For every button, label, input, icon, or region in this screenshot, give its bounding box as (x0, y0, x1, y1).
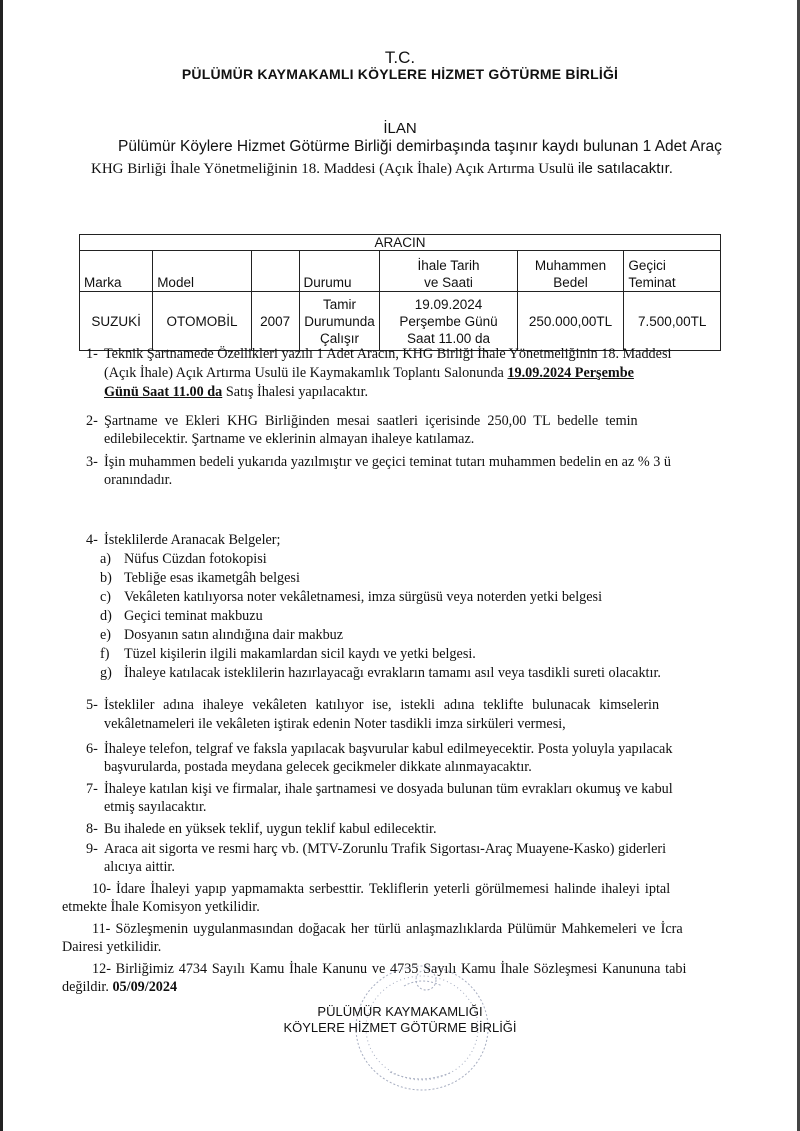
col-header-ihale-2: ve Saati (424, 275, 473, 290)
table-row (80, 292, 721, 351)
sub-text: İhaleye katılacak isteklilerin hazırlayacağı evrakların tamamı asıl veya tasdikli sureti olacaktır. (124, 665, 661, 681)
col-header-teminat-1: Geçici (628, 258, 666, 273)
item-4-number: 4- (86, 532, 98, 548)
item-6-line2: başvurularda, postada meydana gelecek gecikmeler dikkate alınmayacaktır. (104, 759, 532, 775)
list-item (0, 454, 800, 532)
item-7-line2: etmiş sayılacaktır. (104, 799, 207, 815)
signature-line1: PÜLÜMÜR KAYMAKAMLIĞI (317, 1004, 483, 1019)
cell-ihale-1: 19.09.2024 (414, 296, 483, 312)
item-2-line2: edilebilecektir. Şartname ve eklerinin almayan ihaleye katılamaz. (104, 431, 475, 447)
cell-durumu-1: Tamir (322, 296, 356, 312)
col-header-marka: Marka (80, 251, 153, 292)
col-header-durumu: Durumu (299, 251, 380, 292)
ilan-intro-line2a: KHG Birliği İhale Yönetmeliğinin 18. Maddesi (Açık İhale) Açık Artırma Usulü (91, 161, 578, 177)
item-9-number: 9- (86, 841, 98, 857)
cell-durumu (299, 292, 380, 351)
item-7-line1: İhaleye katılan kişi ve firmalar, ihale şartnamesi ve dosyada bulunan tüm evrakları okumuş ve kabul (104, 781, 673, 797)
item-1-line2a: (Açık İhale) Açık Artırma Usulü ile Kaymakamlık Toplantı Salonunda (104, 365, 508, 381)
cell-ihale-3: Saat 11.00 da (406, 330, 491, 346)
col-header-ihale-1: İhale Tarih (417, 258, 480, 273)
ilan-title: İLAN (383, 120, 417, 137)
ilan-body (0, 346, 800, 1001)
item-9-line2: alıcıya aittir. (104, 859, 175, 875)
cell-ihale (380, 292, 517, 351)
item-1-date: 19.09.2024 Perşembe (507, 365, 634, 381)
item-12-line2 (62, 979, 177, 996)
item-3-number: 3- (86, 454, 98, 470)
sub-text: Tebliğe esas ikametgâh belgesi (124, 570, 300, 586)
col-header-bedel-2: Bedel (553, 275, 588, 290)
cell-teminat: 7.500,00TL (624, 292, 721, 351)
sub-label: d) (100, 608, 112, 624)
col-header-yil (251, 251, 299, 292)
item-8-line1: Bu ihalede en yüksek teklif, uygun teklif kabul edilecektir. (104, 821, 437, 837)
item-11-line1: 11- Sözleşmenin uygulanmasından doğacak her türlü anlaşmazlıklarda Pülümür Mahkemeleri ve İcra (92, 921, 683, 937)
col-header-ihale (380, 251, 517, 292)
sub-text: Nüfus Cüzdan fotokopisi (124, 551, 267, 567)
header-organization: PÜLÜMÜR KAYMAKAMLI KÖYLERE HİZMET GÖTÜRME BİRLİĞİ (181, 66, 619, 82)
item-2-line1: Şartname ve Ekleri KHG Birliğinden mesai saatleri içerisinde 250,00 TL bedelle temin (104, 413, 638, 429)
vehicle-table-caption: ARACIN (80, 235, 721, 251)
sub-text: Dosyanın satın alındığına dair makbuz (124, 627, 344, 643)
sub-label: f) (100, 646, 110, 662)
item-3-line1: İşin muhammen bedeli yukarıda yazılmıştır ve geçici teminat tutarı muhammen bedelin en az % 3 ü (104, 454, 671, 470)
item-6-number: 6- (86, 741, 98, 757)
ilan-intro-line1: Pülümür Köylere Hizmet Götürme Birliği demirbaşında taşınır kaydı bulunan 1 Adet Araç (118, 138, 722, 155)
document-date: 05/09/2024 (112, 979, 178, 995)
list-item (0, 881, 800, 921)
item-1-number: 1- (86, 346, 98, 362)
item-1-time: Günü Saat 11.00 da (104, 384, 223, 400)
item-11-line2: Dairesi yetkilidir. (62, 939, 162, 955)
item-10-line1: 10- İdare İhaleyi yapıp yapmamakta serbesttir. Tekliflerin yeterli görülmemesi halinde ihaleyi iptal (92, 881, 671, 897)
cell-ihale-2: Perşembe Günü (399, 313, 498, 329)
item-1-line3 (104, 384, 368, 401)
item-7-number: 7- (86, 781, 98, 797)
item-1-line3b: Satış İhalesi yapılacaktır. (222, 384, 369, 400)
cell-durumu-2: Durumunda (304, 313, 375, 329)
item-1-line2 (104, 365, 634, 382)
col-header-teminat (624, 251, 721, 292)
sub-label: a) (100, 551, 112, 567)
item-3-line2: oranındadır. (104, 472, 173, 488)
item-12-line2a: değildir. (62, 979, 113, 995)
cell-bedel: 250.000,00TL (517, 292, 624, 351)
list-item (0, 532, 800, 697)
item-4-title: İsteklilerde Aranacak Belgeler; (104, 532, 281, 548)
list-item (0, 346, 800, 413)
item-5-line2: vekâletnameleri ile vekâleten iştirak edenin Noter tasdikli imza sirküleri vermesi, (104, 716, 566, 732)
item-5-number: 5- (86, 697, 98, 713)
ilan-intro-line2 (91, 160, 673, 178)
signature-line2: KÖYLERE HİZMET GÖTÜRME BİRLİĞİ (283, 1020, 517, 1035)
item-12-line1: 12- Birliğimiz 4734 Sayılı Kamu İhale Kanunu ve 4735 Sayılı Kamu İhale Sözleşmesi Kanununa tabi (92, 961, 687, 977)
item-1-line1: Teknik Şartnamede Özellikleri yazılı 1 Adet Aracın, KHG Birliği İhale Yönetmeliğinin 18. Maddesi (104, 346, 672, 362)
sub-label: c) (100, 589, 112, 605)
sub-label: g) (100, 665, 112, 681)
item-5-line1: İstekliler adına ihaleye vekâleten katılıyor ise, istekli adına teklifte bulunacak kimselerin (104, 697, 660, 713)
list-item (0, 841, 800, 881)
col-header-teminat-2: Teminat (628, 275, 676, 290)
col-header-bedel (517, 251, 624, 292)
sub-label: e) (100, 627, 112, 643)
vehicle-table (79, 234, 721, 351)
item-9-line1: Araca ait sigorta ve resmi harç vb. (MTV-Zorunlu Trafik Sigortası-Araç Muayene-Kasko) giderleri (104, 841, 667, 857)
list-item (0, 413, 800, 454)
col-header-model: Model (153, 251, 252, 292)
list-item (0, 921, 800, 961)
col-header-bedel-1: Muhammen (534, 258, 607, 273)
sub-text: Geçici teminat makbuzu (124, 608, 263, 624)
list-item (0, 741, 800, 781)
cell-yil: 2007 (251, 292, 299, 351)
sub-text: Vekâleten katılıyorsa noter vekâletnamesi, imza sürgüsü veya noterden yetki belgesi (124, 589, 603, 605)
ilan-intro-line2b: ile satılacaktır. (577, 160, 673, 177)
item-2-number: 2- (86, 413, 98, 429)
cell-durumu-3: Çalışır (319, 330, 359, 346)
sub-label: b) (100, 570, 112, 586)
cell-marka: SUZUKİ (80, 292, 153, 351)
header-tc: T.C. (384, 48, 416, 67)
list-item (0, 697, 800, 741)
item-10-line2: etmekte İhale Komisyon yetkilidir. (62, 899, 260, 915)
list-item (0, 821, 800, 841)
cell-model: OTOMOBİL (153, 292, 252, 351)
sub-text: Tüzel kişilerin ilgili makamlardan sicil kaydı ve yetki belgesi. (124, 646, 476, 662)
list-item (0, 781, 800, 821)
item-8-number: 8- (86, 821, 98, 837)
item-6-line1: İhaleye telefon, telgraf ve faksla yapılacak başvurular kabul edilmeyecektir. Posta yoluyla yapılacak (104, 741, 673, 757)
